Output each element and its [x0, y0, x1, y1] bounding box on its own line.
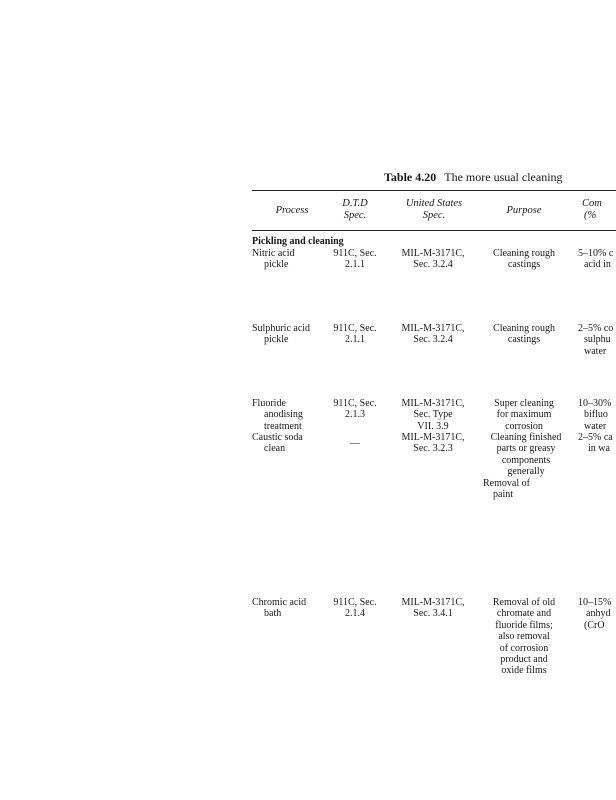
table-row-fluoride-process: Fluoride anodising treatment	[252, 398, 303, 432]
table-row-sulphuric-composition: 2–5% co sulphu water	[578, 323, 614, 357]
header-bottom-rule	[252, 230, 616, 231]
table-row-chromic-process: Chromic acid bath	[252, 597, 307, 620]
table-row-fluoride-purpose: Super cleaning for maximum corrosion	[494, 398, 554, 432]
table-row-chromic-composition: 10–15% anhyd (CrO	[578, 597, 612, 631]
section-heading: Pickling and cleaning	[252, 236, 344, 247]
table-row-chromic-purpose: Removal of old chromate and fluoride films; also removal of corrosion product and oxide films	[492, 597, 556, 677]
header-comp-line2: (%	[584, 210, 597, 221]
table-row-nitric-dtd: 911C, Sec. 2.1.1	[333, 248, 377, 271]
header-purpose: Purpose	[506, 205, 542, 216]
header-composition	[582, 198, 616, 222]
header-us-line1: United States	[405, 198, 463, 209]
table-row-chromic-us: MIL-M-3171C, Sec. 3.4.1	[401, 597, 465, 620]
table-row-nitric-process: Nitric acid pickle	[252, 248, 295, 271]
header-process: Process	[275, 205, 309, 216]
table-caption	[384, 170, 563, 185]
header-dtd	[330, 198, 380, 222]
header-comp-line1: Com	[582, 198, 602, 209]
table-row-caustic-dtd: —	[350, 438, 360, 449]
table-row-caustic-purpose: Cleaning finished parts or greasy components generally Removal of paint	[483, 432, 562, 501]
header-dtd-line1: D.T.D	[342, 198, 368, 209]
table-row-nitric-composition: 5–10% c acid in	[578, 248, 614, 271]
table-row-caustic-process: Caustic soda clean	[252, 432, 303, 455]
table-row-sulphuric-purpose: Cleaning rough castings	[493, 323, 555, 346]
table-title: The more usual cleaning	[444, 170, 563, 184]
header-top-rule	[252, 190, 616, 191]
table-row-fluoride-composition: 10–30% bifluo water	[578, 398, 612, 432]
header-us-spec	[393, 198, 475, 222]
table-row-fluoride-dtd: 911C, Sec. 2.1.3	[333, 398, 377, 421]
table-row-nitric-us: MIL-M-3171C, Sec. 3.2.4	[401, 248, 465, 271]
table-row-sulphuric-dtd: 911C, Sec. 2.1.1	[333, 323, 377, 346]
table-row-nitric-purpose: Cleaning rough castings	[493, 248, 555, 271]
header-dtd-line2: Spec.	[343, 210, 367, 221]
table-row-caustic-us: MIL-M-3171C, Sec. 3.2.3	[401, 432, 465, 455]
table-row-caustic-composition: 2–5% ca in wa	[578, 432, 613, 455]
header-us-line2: Spec.	[422, 210, 446, 221]
table-row-chromic-dtd: 911C, Sec. 2.1.4	[333, 597, 377, 620]
table-number: Table 4.20	[384, 170, 437, 184]
table-row-sulphuric-us: MIL-M-3171C, Sec. 3.2.4	[401, 323, 465, 346]
table-row-sulphuric-process: Sulphuric acid pickle	[252, 323, 311, 346]
table-row-fluoride-us: MIL-M-3171C, Sec. Type VII. 3.9	[401, 398, 465, 432]
